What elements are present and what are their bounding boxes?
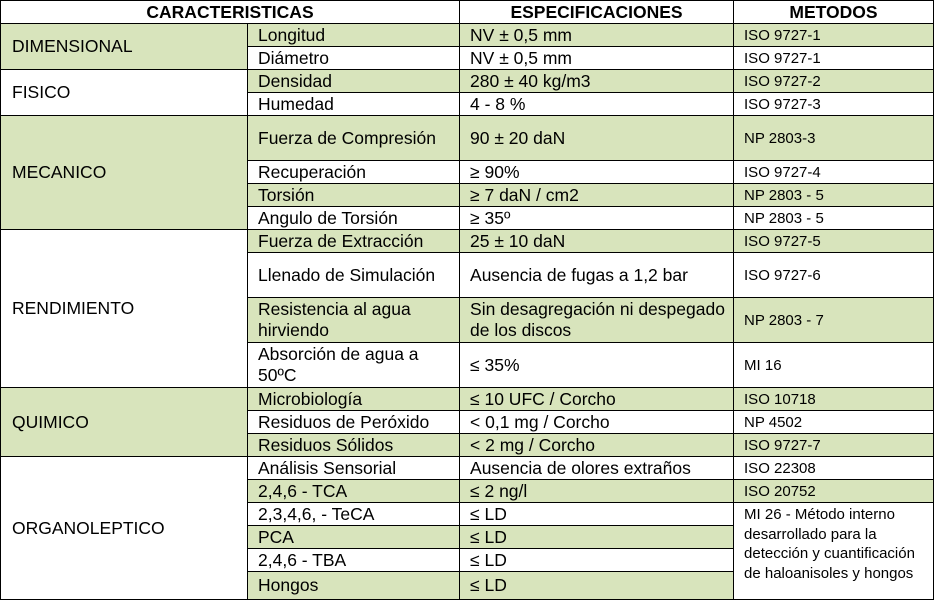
metodo-cell: ISO 22308 [734,457,934,480]
caracteristica-cell: 2,3,4,6, - TeCA [248,503,460,526]
metodo-cell: NP 4502 [734,411,934,434]
table-row [1,230,934,253]
especificacion-cell: Ausencia de fugas a 1,2 bar [460,253,734,298]
category-fisico: FISICO [1,70,248,116]
metodo-cell: MI 16 [734,343,934,388]
metodo-cell: ISO 9727-4 [734,161,934,184]
metodo-cell: ISO 9727-7 [734,434,934,457]
caracteristica-cell: Residuos Sólidos [248,434,460,457]
caracteristica-cell: Absorción de agua a 50ºC [248,343,460,388]
caracteristica-cell: 2,4,6 - TCA [248,480,460,503]
especificacion-cell: ≥ 90% [460,161,734,184]
especificacion-cell: ≥ 7 daN / cm2 [460,184,734,207]
table-row [1,70,934,93]
especificacion-cell: 90 ± 20 daN [460,116,734,161]
table-row [1,457,934,480]
metodo-cell-mi26: MI 26 - Método interno desarrollado para la detección y cuantificación de haloanisoles y hongos [734,503,934,600]
header-row [1,1,934,24]
caracteristica-cell: Fuerza de Extracción [248,230,460,253]
caracteristica-cell: Resistencia al agua hirviendo [248,298,460,343]
caracteristica-cell: Llenado de Simulación [248,253,460,298]
metodo-cell: NP 2803 - 5 [734,207,934,230]
especificacion-cell: < 0,1 mg / Corcho [460,411,734,434]
especificacion-cell: < 2 mg / Corcho [460,434,734,457]
caracteristica-cell: Hongos [248,572,460,600]
caracteristica-cell: Diámetro [248,47,460,70]
table-row [1,388,934,411]
especificacion-cell: ≤ LD [460,572,734,600]
caracteristica-cell: Fuerza de Compresión [248,116,460,161]
caracteristica-cell: Humedad [248,93,460,116]
especificacion-cell: Ausencia de olores extraños [460,457,734,480]
caracteristica-cell: Recuperación [248,161,460,184]
metodo-cell: ISO 9727-2 [734,70,934,93]
metodo-cell: ISO 9727-1 [734,47,934,70]
especificacion-cell: ≤ 10 UFC / Corcho [460,388,734,411]
category-organoleptico: ORGANOLEPTICO [1,457,248,600]
especificacion-cell: Sin desagregación ni despegado de los discos [460,298,734,343]
metodo-cell: ISO 9727-6 [734,253,934,298]
metodo-cell: NP 2803-3 [734,116,934,161]
header-caracteristicas: CARACTERISTICAS [1,1,460,24]
metodo-cell: NP 2803 - 7 [734,298,934,343]
caracteristica-cell: Residuos de Peróxido [248,411,460,434]
especificacion-cell: ≤ LD [460,503,734,526]
especificacion-cell: 280 ± 40 kg/m3 [460,70,734,93]
especificacion-cell: NV ± 0,5 mm [460,47,734,70]
especificacion-cell: ≤ LD [460,549,734,572]
category-mecanico: MECANICO [1,116,248,230]
caracteristica-cell: Densidad [248,70,460,93]
metodo-cell: ISO 20752 [734,480,934,503]
category-dimensional: DIMENSIONAL [1,24,248,70]
header-especificaciones: ESPECIFICACIONES [460,1,734,24]
header-metodos: METODOS [734,1,934,24]
caracteristica-cell: Microbiología [248,388,460,411]
especificacion-cell: ≤ 35% [460,343,734,388]
category-quimico: QUIMICO [1,388,248,457]
especificacion-cell: ≥ 35º [460,207,734,230]
especificacion-cell: ≤ LD [460,526,734,549]
especificacion-cell: ≤ 2 ng/l [460,480,734,503]
especificacion-cell: 4 - 8 % [460,93,734,116]
metodo-cell: ISO 9727-5 [734,230,934,253]
table-row [1,24,934,47]
caracteristica-cell: Longitud [248,24,460,47]
especificacion-cell: NV ± 0,5 mm [460,24,734,47]
caracteristica-cell: Angulo de Torsión [248,207,460,230]
category-rendimiento: RENDIMIENTO [1,230,248,388]
metodo-cell: ISO 9727-3 [734,93,934,116]
caracteristica-cell: 2,4,6 - TBA [248,549,460,572]
metodo-cell: NP 2803 - 5 [734,184,934,207]
caracteristica-cell: Torsión [248,184,460,207]
caracteristica-cell: PCA [248,526,460,549]
table-row [1,116,934,161]
caracteristica-cell: Análisis Sensorial [248,457,460,480]
especificacion-cell: 25 ± 10 daN [460,230,734,253]
metodo-cell: ISO 10718 [734,388,934,411]
metodo-cell: ISO 9727-1 [734,24,934,47]
